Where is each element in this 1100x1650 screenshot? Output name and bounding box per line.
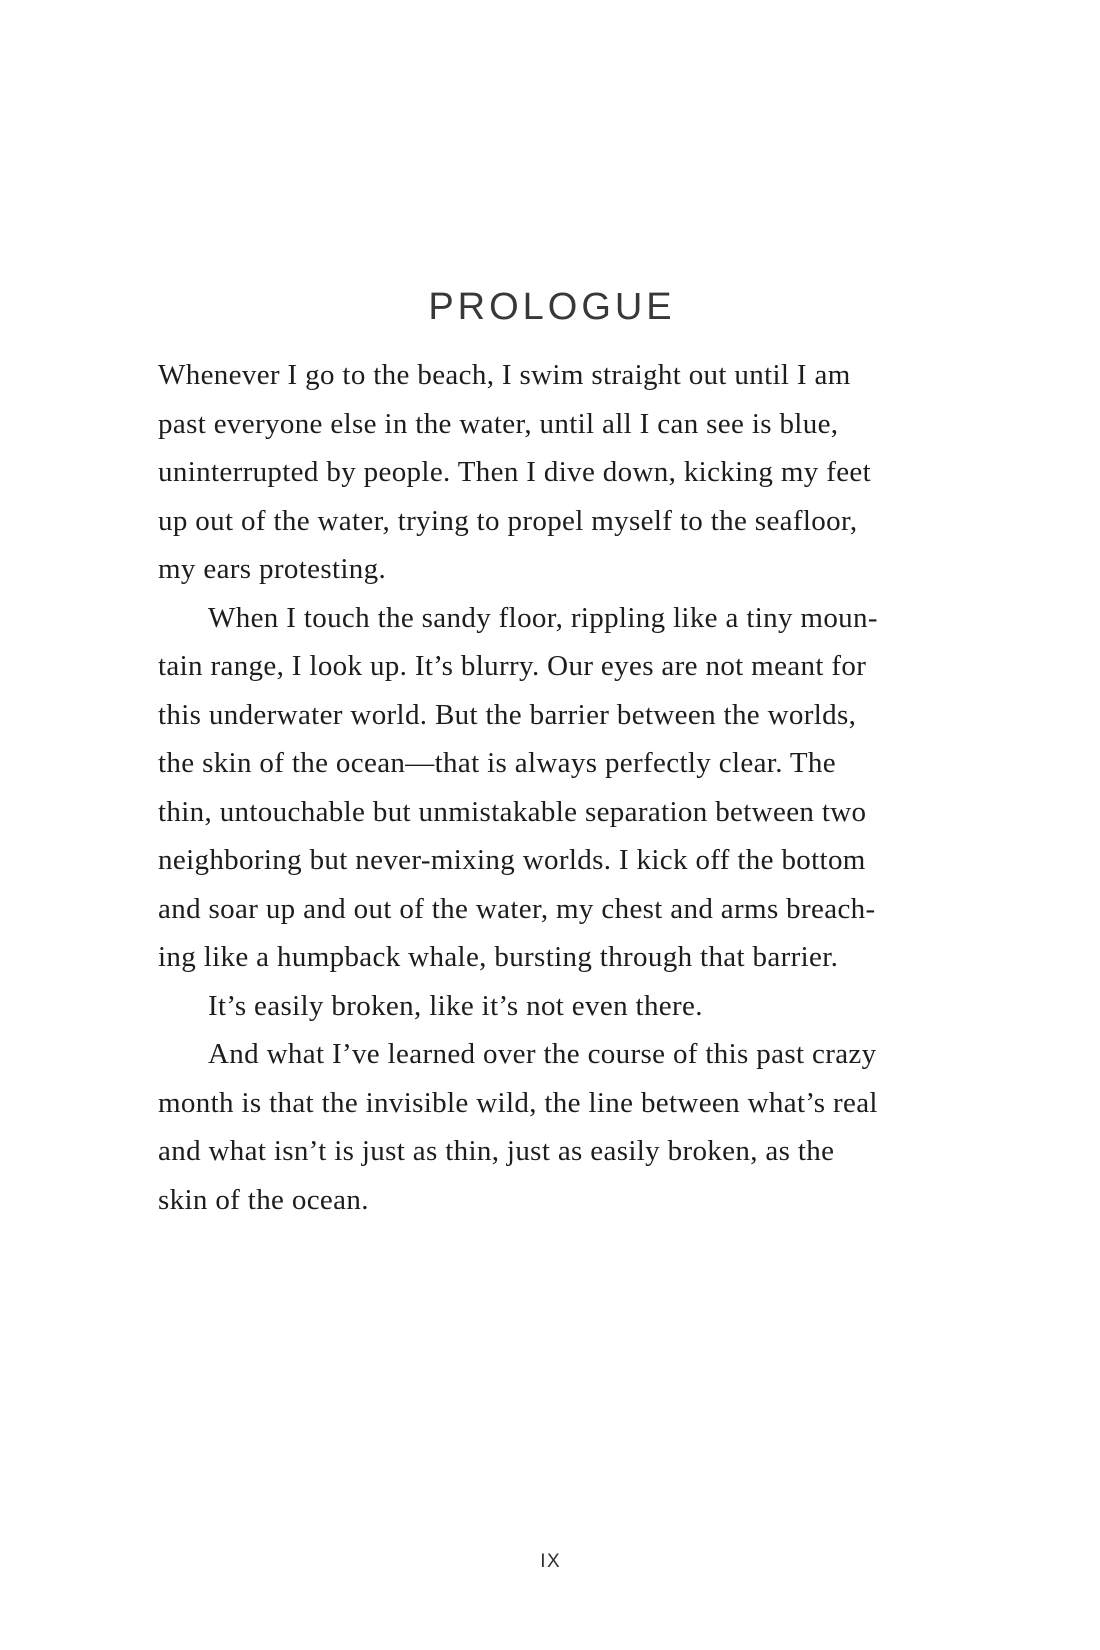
chapter-title: PROLOGUE [428,286,676,328]
text-line: tain range, I look up. It’s blurry. Our eyes are not meant for [158,650,867,682]
text-line: past everyone else in the water, until all I can see is blue, [158,407,839,440]
text-line: Whenever I go to the beach, I swim straight out until I am [158,359,851,391]
body-text [158,351,958,1224]
text-line: skin of the ocean. [158,1183,369,1216]
text-line: It’s easily broken, like it’s not even there. [208,989,703,1022]
text-line: month is that the invisible wild, the line between what’s real [158,1086,878,1119]
text-line: neighboring but never-mixing worlds. I kick off the bottom [158,844,866,876]
text-line: the skin of the ocean—that is always perfectly clear. The [158,747,836,779]
text-line: thin, untouchable but unmistakable separation between two [158,795,867,828]
text-line: ing like a humpback whale, bursting through that barrier. [158,941,839,973]
text-line: When I touch the sandy floor, rippling like a tiny moun- [208,601,878,634]
text-line: and soar up and out of the water, my chest and arms breach- [158,892,876,925]
text-line: this underwater world. But the barrier between the worlds, [158,698,857,731]
page-number: IX [540,1551,562,1572]
text-line: up out of the water, trying to propel myself to the seafloor, [158,504,858,537]
text-line: my ears protesting. [158,553,387,585]
text-line: and what isn’t is just as thin, just as easily broken, as the [158,1135,835,1167]
text-line: uninterrupted by people. Then I dive down, kicking my feet [158,456,872,488]
text-line: And what I’ve learned over the course of this past crazy [208,1038,877,1070]
